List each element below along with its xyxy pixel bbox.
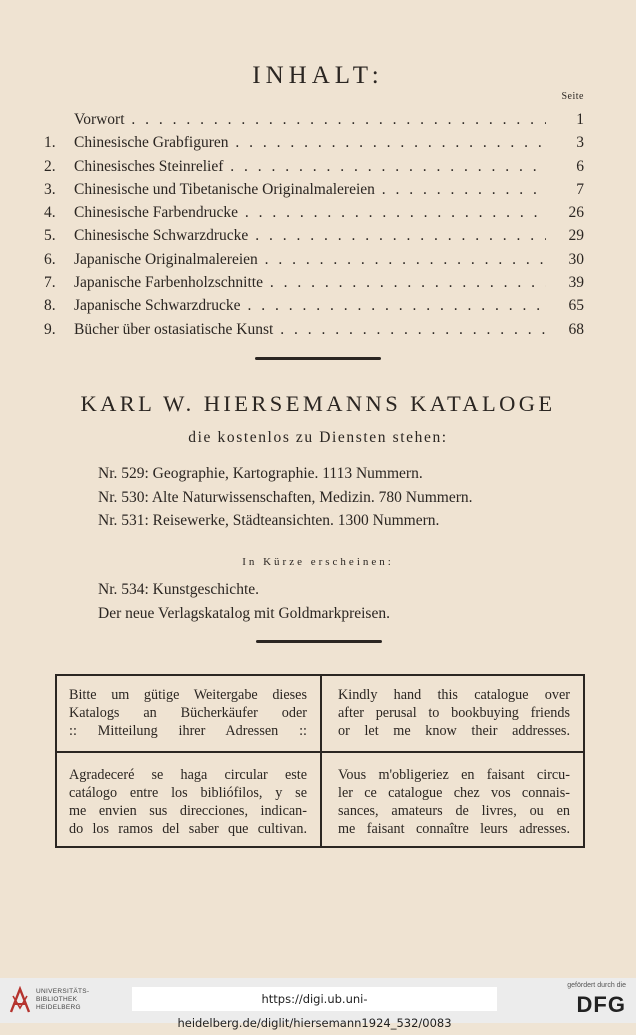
page-column-label: Seite <box>561 91 584 102</box>
box-horizontal-divider <box>57 751 583 753</box>
toc-entry-page: 7 <box>572 178 584 201</box>
forthcoming-item: Nr. 534: Kunstgeschichte. <box>98 581 260 598</box>
ornamental-divider <box>255 357 381 360</box>
notice-line: me faisant connaître leurs adresses. <box>338 821 570 837</box>
toc-entry-page: 29 <box>565 224 585 247</box>
toc-entry-page: 6 <box>572 155 584 178</box>
box-vertical-divider <box>320 676 322 846</box>
multilingual-notice-box <box>55 674 585 848</box>
toc-title: INHALT: <box>252 62 384 89</box>
toc-entry-number: 1. <box>44 134 56 152</box>
forthcoming-list <box>98 578 390 625</box>
notice-german <box>69 686 307 740</box>
table-of-contents <box>44 108 586 341</box>
notice-french <box>338 766 570 838</box>
toc-entry-page: 39 <box>565 271 585 294</box>
toc-entry-title: Chinesische Grabfiguren . . . <box>74 131 546 154</box>
catalogue-list <box>98 462 473 533</box>
catalogues-subheading: die kostenlos zu Diensten stehen: <box>188 429 448 446</box>
university-library-logo-icon[interactable] <box>8 986 32 1014</box>
notice-line: do los ramos del saber que cultivan. <box>69 821 307 837</box>
toc-entry-title: Japanische Originalmalereien . . . <box>74 248 546 271</box>
toc-entry-number: 7. <box>44 274 56 292</box>
catalogue-item: Nr. 530: Alte Naturwissenschaften, Medizin. 780 Nummern. <box>98 488 473 506</box>
notice-line: or let me know their addresses. <box>338 723 570 739</box>
notice-line: :: Mitteilung ihrer Adressen :: <box>69 723 307 739</box>
toc-entry <box>44 108 586 131</box>
ornamental-divider <box>256 640 382 643</box>
notice-line: Kindly hand this catalogue over <box>338 687 570 703</box>
toc-entry-title: Japanische Farbenholzschnitte . . . <box>74 271 546 294</box>
library-name-line: HEIDELBERG <box>36 1004 81 1011</box>
notice-line: Katalogs an Bücherkäufer oder <box>69 705 307 721</box>
toc-entry-number: 5. <box>44 227 56 245</box>
toc-entry-page: 1 <box>572 108 584 131</box>
university-library-name <box>36 988 89 1012</box>
dfg-logo[interactable]: DFG <box>576 992 626 1017</box>
toc-entry-number: 3. <box>44 180 56 198</box>
toc-entry-number: 2. <box>44 157 56 175</box>
notice-line: sances, amateurs de livres, ou en <box>338 803 570 819</box>
viewer-footer <box>0 978 636 1030</box>
toc-entry-title: Chinesische Farbendrucke . . . <box>74 201 546 224</box>
notice-english <box>338 686 570 740</box>
notice-line: Agradeceré se haga circular este <box>69 767 307 783</box>
toc-entry-number: 4. <box>44 204 56 222</box>
toc-entry-page: 3 <box>572 131 584 154</box>
toc-entry-number: 6. <box>44 250 56 268</box>
toc-entry-title: Bücher über ostasiatische Kunst . . . <box>74 318 546 341</box>
toc-entry <box>44 318 586 341</box>
toc-entry-title: Japanische Schwarzdrucke . . . <box>74 294 546 317</box>
toc-entry-title: Vorwort . . . <box>74 108 546 131</box>
notice-line: me envien sus direcciones, indican- <box>69 803 307 819</box>
toc-entry-page: 65 <box>565 294 585 317</box>
library-name-line: UNIVERSITÄTS- <box>36 988 90 995</box>
notice-line: after perusal to bookbuying friends <box>338 705 570 721</box>
toc-entry <box>44 271 586 294</box>
toc-entry-page: 68 <box>565 318 585 341</box>
toc-entry-page: 30 <box>565 248 585 271</box>
notice-line: Bitte um gütige Weitergabe dieses <box>69 687 307 703</box>
toc-entry <box>44 155 586 178</box>
toc-entry <box>44 178 586 201</box>
permalink-url[interactable]: https://digi.ub.uni-heidelberg.de/diglit/hiersemann1924_532/0083 <box>132 987 497 1011</box>
catalogues-heading: KARL W. HIERSEMANNS KATALOGE <box>80 391 556 416</box>
catalogue-item: Nr. 531: Reisewerke, Städteansichten. 1300 Nummern. <box>98 512 440 529</box>
toc-entry-title: Chinesische Schwarzdrucke . . . <box>74 224 546 247</box>
forthcoming-item: Der neue Verlagskatalog mit Goldmarkpreisen. <box>98 604 390 622</box>
forthcoming-heading: In Kürze erscheinen: <box>242 556 394 568</box>
toc-entry-page: 26 <box>565 201 585 224</box>
funding-note: gefördert durch die <box>567 982 626 989</box>
toc-entry <box>44 131 586 154</box>
catalogue-item: Nr. 529: Geographie, Kartographie. 1113 Nummern. <box>98 465 423 482</box>
toc-entry <box>44 201 586 224</box>
toc-entry-number: 8. <box>44 297 56 315</box>
library-name-line: BIBLIOTHEK <box>36 996 78 1003</box>
notice-spanish <box>69 766 307 838</box>
notice-line: ler ce catalogue chez vos connais- <box>338 785 570 801</box>
toc-entry <box>44 224 586 247</box>
toc-entry <box>44 248 586 271</box>
toc-entry <box>44 294 586 317</box>
notice-line: catálogo entre los bibliófilos, y se <box>69 785 307 801</box>
notice-line: Vous m'obligeriez en faisant circu- <box>338 767 570 783</box>
toc-entry-title: Chinesisches Steinrelief . . . <box>74 155 546 178</box>
toc-entry-title: Chinesische und Tibetanische Originalmalereien . . . <box>74 178 546 201</box>
toc-entry-number: 9. <box>44 320 56 338</box>
